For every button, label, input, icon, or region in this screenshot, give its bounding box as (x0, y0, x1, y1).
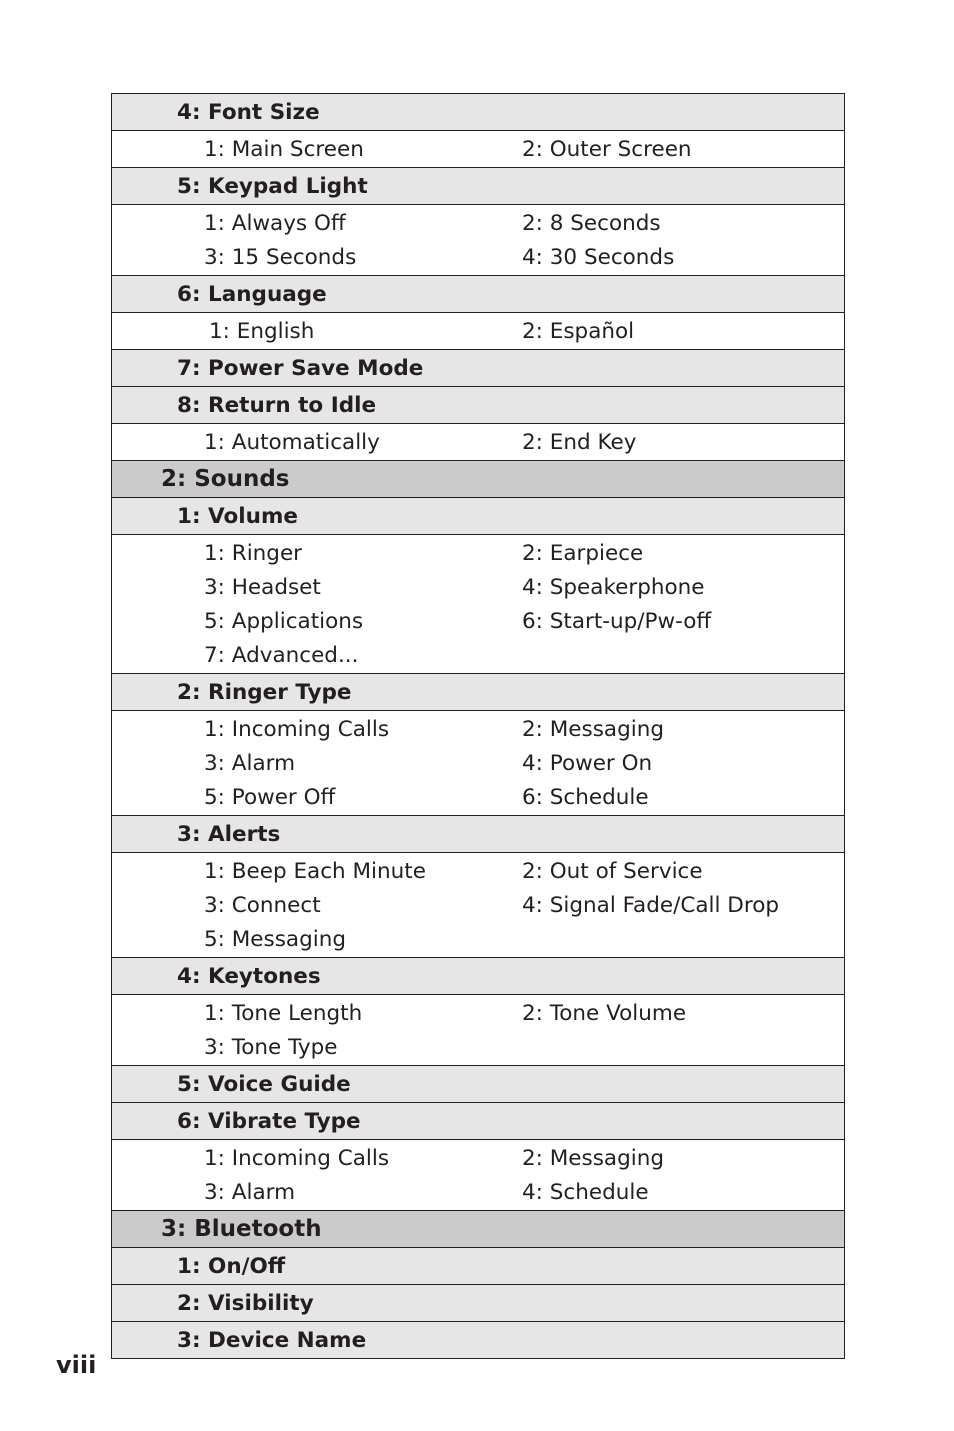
options-block-language (112, 313, 844, 350)
option-item: 4: Power On (522, 751, 653, 776)
submenu-row-return-to-idle (112, 387, 844, 424)
submenu-title: 3: Alerts (177, 821, 281, 847)
submenu-row-vibrate-type (112, 1103, 844, 1140)
submenu-title: 1: Volume (177, 503, 298, 529)
option-item: 3: Alarm (204, 1180, 296, 1205)
option-item: 2: Español (522, 319, 635, 344)
option-item: 3: Headset (204, 575, 321, 600)
option-item: 7: Advanced... (204, 643, 359, 668)
option-line (112, 781, 844, 815)
option-item: 1: English (209, 319, 315, 344)
options-block-ringer-type (112, 711, 844, 816)
submenu-row-font-size (112, 94, 844, 131)
submenu-row-keypad-light (112, 168, 844, 205)
submenu-row-power-save-mode (112, 350, 844, 387)
option-item: 3: 15 Seconds (204, 245, 357, 270)
option-item: 3: Tone Type (204, 1035, 338, 1060)
options-block-font-size (112, 131, 844, 168)
option-line (112, 1031, 844, 1065)
option-line (112, 207, 844, 241)
option-item: 2: Out of Service (522, 859, 703, 884)
option-line (112, 639, 844, 673)
submenu-title: 6: Language (177, 281, 327, 307)
option-line (112, 713, 844, 747)
option-item: 2: Tone Volume (522, 1001, 687, 1026)
option-line (112, 747, 844, 781)
option-item: 2: Messaging (522, 1146, 665, 1171)
submenu-title: 2: Visibility (177, 1290, 314, 1316)
page-number: viii (56, 1351, 97, 1379)
option-item: 5: Power Off (204, 785, 336, 810)
option-item: 4: Speakerphone (522, 575, 705, 600)
option-item: 3: Alarm (204, 751, 296, 776)
submenu-title: 8: Return to Idle (177, 392, 377, 418)
option-line (112, 571, 844, 605)
submenu-row-ringer-type (112, 674, 844, 711)
option-item: 2: 8 Seconds (522, 211, 661, 236)
submenu-title: 4: Font Size (177, 99, 320, 125)
option-item: 1: Ringer (204, 541, 303, 566)
submenu-title: 4: Keytones (177, 963, 321, 989)
option-item: 6: Schedule (522, 785, 649, 810)
option-line (112, 1142, 844, 1176)
option-item: 4: Signal Fade/Call Drop (522, 893, 780, 918)
options-block-return-to-idle (112, 424, 844, 461)
option-line (112, 315, 844, 349)
option-line (112, 426, 844, 460)
submenu-title: 6: Vibrate Type (177, 1108, 361, 1134)
option-item: 2: Earpiece (522, 541, 644, 566)
option-line (112, 537, 844, 571)
section-row-sounds (112, 461, 844, 498)
option-item: 1: Main Screen (204, 137, 364, 162)
option-item: 3: Connect (204, 893, 321, 918)
options-block-alerts (112, 853, 844, 958)
option-item: 1: Tone Length (204, 1001, 363, 1026)
submenu-row-alerts (112, 816, 844, 853)
option-line (112, 997, 844, 1031)
option-item: 4: 30 Seconds (522, 245, 675, 270)
option-item: 5: Messaging (204, 927, 347, 952)
submenu-row-on-off (112, 1248, 844, 1285)
options-block-vibrate-type (112, 1140, 844, 1211)
submenu-row-keytones (112, 958, 844, 995)
submenu-title: 7: Power Save Mode (177, 355, 424, 381)
submenu-title: 5: Voice Guide (177, 1071, 351, 1097)
option-item: 1: Beep Each Minute (204, 859, 426, 884)
option-line (112, 133, 844, 167)
section-title: 2: Sounds (161, 466, 290, 492)
submenu-row-device-name (112, 1322, 844, 1359)
option-item: 2: Messaging (522, 717, 665, 742)
option-item: 2: Outer Screen (522, 137, 692, 162)
submenu-row-volume (112, 498, 844, 535)
options-block-keypad-light (112, 205, 844, 276)
options-block-volume (112, 535, 844, 674)
submenu-row-visibility (112, 1285, 844, 1322)
option-line (112, 241, 844, 275)
menu-table (111, 93, 845, 1359)
option-item: 2: End Key (522, 430, 637, 455)
submenu-row-voice-guide (112, 1066, 844, 1103)
submenu-title: 2: Ringer Type (177, 679, 352, 705)
option-line (112, 1176, 844, 1210)
submenu-title: 1: On/Off (177, 1253, 286, 1279)
option-item: 5: Applications (204, 609, 364, 634)
option-line (112, 605, 844, 639)
section-title: 3: Bluetooth (161, 1216, 322, 1242)
option-line (112, 855, 844, 889)
option-line (112, 889, 844, 923)
option-line (112, 923, 844, 957)
option-item: 1: Automatically (204, 430, 380, 455)
submenu-row-language (112, 276, 844, 313)
options-block-keytones (112, 995, 844, 1066)
submenu-title: 3: Device Name (177, 1327, 367, 1353)
option-item: 4: Schedule (522, 1180, 649, 1205)
option-item: 1: Always Off (204, 211, 346, 236)
option-item: 6: Start-up/Pw-off (522, 609, 712, 634)
section-row-bluetooth (112, 1211, 844, 1248)
option-item: 1: Incoming Calls (204, 717, 390, 742)
option-item: 1: Incoming Calls (204, 1146, 390, 1171)
submenu-title: 5: Keypad Light (177, 173, 368, 199)
